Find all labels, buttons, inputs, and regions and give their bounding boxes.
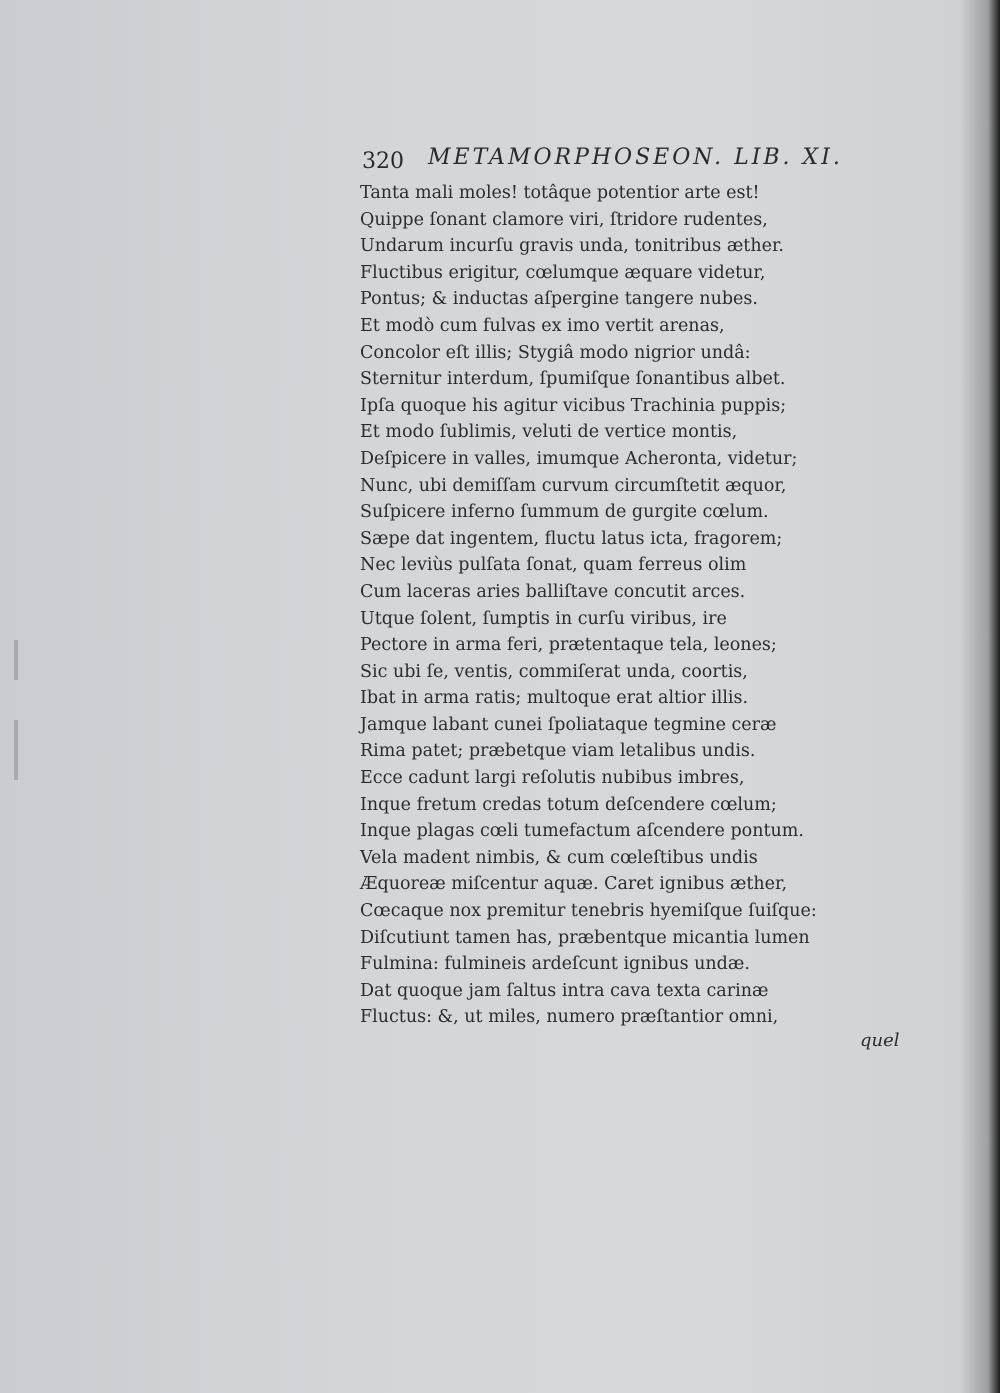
verse-line: Et modò cum fulvas ex imo vertit arenas, [360,315,725,336]
verse-line: Rima patet; præbetque viam letalibus undis. [360,741,756,762]
verse-line: Diſcutiunt tamen has, præbentque micantia lumen [360,927,810,948]
page-edge-mark [14,720,18,780]
verse-line: Nec leviùs pulſata ſonat, quam ferreus olim [360,555,747,576]
verse-line: Dat quoque jam ſaltus intra cava texta carinæ [360,980,769,1001]
verse-line: Fulmina: fulmineis ardeſcunt ignibus undæ. [360,954,750,975]
gutter-shadow [960,0,1000,1393]
verse-block [360,180,830,1031]
verse-line: Sternitur interdum, ſpumiſque ſonantibus albet. [360,369,786,390]
running-title: METAMORPHOSEON. LIB. XI. [428,145,843,170]
verse-line: Ecce cadunt largi reſolutis nubibus imbres, [360,768,745,789]
verse-line: Deſpicere in valles, imumque Acheronta, videtur; [360,448,798,469]
verse-line: Nunc, ubi demiſſam curvum circumſtetit æquor, [360,475,787,496]
verse-line: Et modo ſublimis, veluti de vertice montis, [360,422,738,443]
page-header [362,145,862,177]
verse-line: Concolor eſt illis; Stygiâ modo nigrior undâ: [360,342,751,363]
verse-line: Jamque labant cunei ſpoliataque tegmine ceræ [360,714,777,735]
verse-line: Ibat in arma ratis; multoque erat altior illis. [360,688,749,709]
verse-line: Fluctus: &, ut miles, numero præſtantior omni, [360,1007,779,1028]
verse-line: Ipſa quoque his agitur vicibus Trachinia puppis; [360,395,787,416]
verse-line: Pectore in arma feri, prætentaque tela, leones; [360,635,777,656]
verse-line: Fluctibus erigitur, cœlumque æquare videtur, [360,262,766,283]
page-number: 320 [362,149,404,174]
verse-line: Sic ubi ſe, ventis, commiſerat unda, coortis, [360,661,748,682]
page-edge-mark [14,640,18,680]
verse-line: Utque ſolent, ſumptis in curſu viribus, ire [360,608,727,629]
verse-line: Pontus; & inductas aſpergine tangere nubes. [360,289,758,310]
verse-line: Suſpicere inferno ſummum de gurgite cœlum. [360,502,769,523]
catchword: quel [860,1030,900,1051]
verse-line: Tanta mali moles! totâque potentior arte est! [360,183,760,203]
verse-line: Cœcaque nox premitur tenebris hyemiſque ſuiſque: [360,901,817,922]
verse-line: Æquoreæ miſcentur aquæ. Caret ignibus æther, [360,874,788,895]
verse-line: Inque fretum credas totum deſcendere cœlum; [360,794,777,815]
verse-line: Vela madent nimbis, & cum cœleſtibus undis [360,847,758,868]
verse-line: Inque plagas cœli tumefactum aſcendere pontum. [360,821,804,842]
verse-line: Undarum incurſu gravis unda, tonitribus æther. [360,236,784,257]
verse-line: Sæpe dat ingentem, fluctu latus icta, fragorem; [360,528,783,549]
verse-line: Quippe ſonant clamore viri, ſtridore rudentes, [360,209,768,230]
verse-line: Cum laceras aries balliſtave concutit arces. [360,581,746,602]
